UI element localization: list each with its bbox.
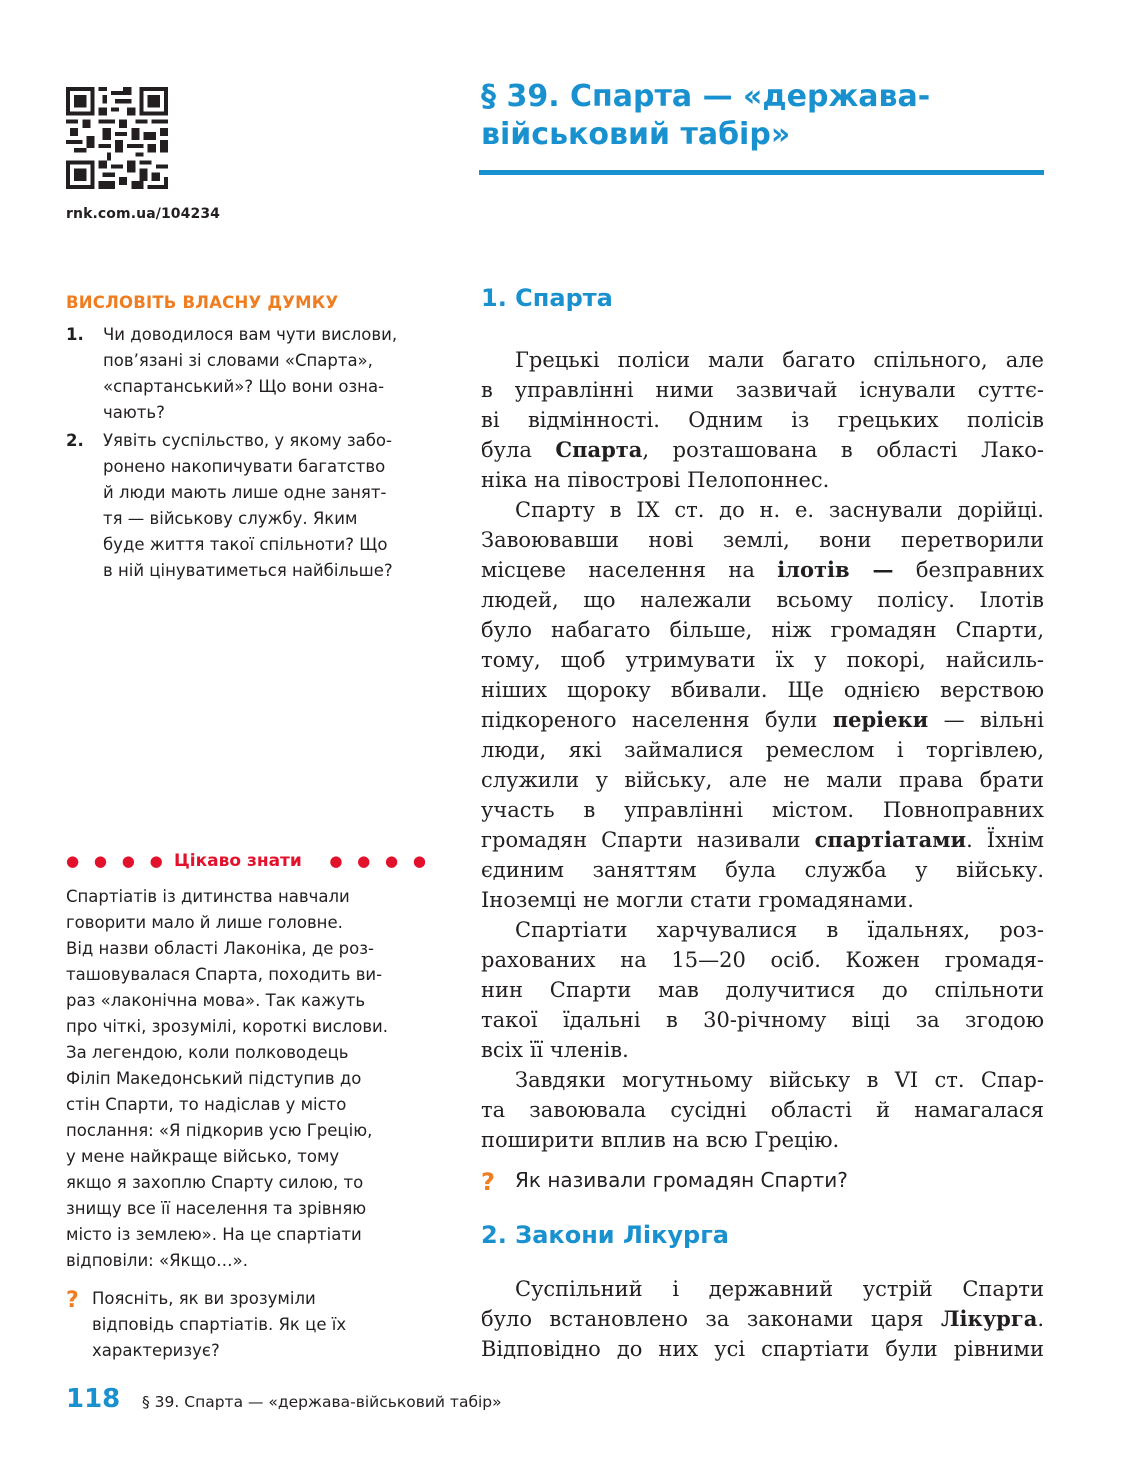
interesting-line: раз «лаконічна мова». Так кажуть <box>66 991 366 1010</box>
question-number: 1. <box>66 325 84 344</box>
text-line <box>481 435 1044 465</box>
interesting-body <box>66 884 431 1274</box>
section-1-heading: 1. Спарта <box>481 284 613 312</box>
section-2-text <box>481 1274 1044 1364</box>
question-line: й люди мають лише одне занят- <box>103 483 387 502</box>
text-line <box>481 705 1044 735</box>
text-line: Спартіати харчувалися в їдальнях, роз- <box>515 918 1044 942</box>
text-line: було набагато більше, ніж громадян Спарти, <box>481 618 1044 642</box>
text-line <box>481 555 1044 585</box>
text-run: . Їхнім <box>966 828 1044 852</box>
interesting-line: За легендою, коли полководець <box>66 1043 349 1062</box>
text-line: нин Спарти мав долучитися до спільноти <box>481 978 1044 1002</box>
interesting-line: відповіли: «Якщо…». <box>66 1251 248 1270</box>
title-underline <box>479 170 1044 175</box>
text-line: люди, які займалися ремеслом і торгівлею, <box>481 738 1044 762</box>
text-line: Суспільний і державний устрій Спарти <box>515 1277 1044 1301</box>
text-line: Відповідно до них усі спартіати були рівними <box>481 1337 1044 1361</box>
question-line: Чи доводилося вам чути вислови, <box>103 325 398 344</box>
text-line: ніка на півострові Пелопоннес. <box>481 468 830 492</box>
text-line: такої їдальні в 30-річному віці за згодою <box>481 1008 1044 1032</box>
interesting-line: стін Спарти, то надіслав у місто <box>66 1095 347 1114</box>
question-line: пов’язані зі словами «Спарта», <box>103 351 373 370</box>
text-line: Спарту в IX ст. до н. е. заснували дорійці. <box>515 498 1044 522</box>
interesting-line: у мене найкраще військо, тому <box>66 1147 340 1166</box>
interesting-line: Від назви області Лаконіка, де роз- <box>66 939 374 958</box>
interesting-title: Цікаво знати <box>174 851 302 871</box>
question-line: тя — військову службу. Яким <box>103 509 358 528</box>
title-line-1: § 39. Спарта — «держава- <box>481 79 931 114</box>
term-sparta: Спарта <box>555 437 643 462</box>
section-2-heading: 2. Закони Лікурга <box>481 1221 729 1249</box>
question-line: чають? <box>103 403 165 422</box>
text-line: рахованих на 15—20 осіб. Кожен громадя- <box>481 948 1044 972</box>
dots-right-icon: ● ● ● ● <box>329 852 431 870</box>
text-run: , розташована в області Лако- <box>642 438 1044 462</box>
text-run: — вільні <box>928 708 1044 732</box>
title-line-2: військовий табір» <box>481 117 791 152</box>
interesting-line: місто із землею». На це спартіати <box>66 1225 362 1244</box>
question-line: Уявіть суспільство, у якому забо- <box>103 431 392 450</box>
qr-code-icon <box>66 87 168 189</box>
term-helots: ілотів — <box>777 557 894 582</box>
question-line: в ній цінуватиметься найбільше? <box>103 561 393 580</box>
interesting-line: про чіткі, зрозумілі, короткі вислови. <box>66 1017 389 1036</box>
text-run: була <box>481 438 556 462</box>
interesting-line: Філіп Македонський підступив до <box>66 1069 362 1088</box>
text-run: . <box>1037 1307 1044 1331</box>
interesting-line: ташовувалася Спарта, походить ви- <box>66 965 383 984</box>
text-line: участь в управлінні містом. Повноправних <box>481 798 1044 822</box>
section-1-text <box>481 345 1044 1155</box>
text-line: та завоювала сусідні області й намагалася <box>481 1098 1044 1122</box>
text-line <box>481 825 1044 855</box>
text-line: Грецькі поліси мали багато спільного, але <box>515 348 1044 372</box>
term-spartiates: спартіатами <box>814 827 967 852</box>
text-line: ві відмінності. Одним із грецьких полісів <box>481 408 1044 432</box>
text-line: тому, щоб утримувати їх у покорі, найсиль- <box>481 648 1044 672</box>
text-run: було встановлено за законами царя <box>481 1307 941 1331</box>
term-lycurgus: Лікурга <box>940 1306 1038 1331</box>
text-line: всіх її членів. <box>481 1038 629 1062</box>
text-line: ніших щороку вбивали. Ще однією верствою <box>481 678 1044 702</box>
running-footer: § 39. Спарта — «держава-військовий табір» <box>142 1393 502 1411</box>
text-run: місцеве населення на <box>481 558 778 582</box>
question-number: 2. <box>66 431 84 450</box>
page-title <box>481 78 1081 154</box>
text-run: безправних <box>893 558 1044 582</box>
question-line: Поясніть, як ви зрозуміли <box>92 1289 316 1308</box>
question-line: буде життя такої спільноти? Що <box>103 535 388 554</box>
page-number: 118 <box>66 1384 121 1414</box>
question-mark-icon: ? <box>481 1168 495 1196</box>
interesting-line: Спартіатів із дитинства навчали <box>66 887 350 906</box>
text-line <box>481 1304 1044 1334</box>
text-line: Завоювавши нові землі, вони перетворили <box>481 528 1044 552</box>
interesting-header <box>66 847 431 875</box>
question-line: «спартанський»? Що вони озна- <box>103 377 385 396</box>
interesting-line: знищу все її населення та зрівняю <box>66 1199 367 1218</box>
dots-left-icon: ● ● ● ● <box>66 852 168 870</box>
section-1-question: Як називали громадян Спарти? <box>515 1168 848 1192</box>
text-line: поширити вплив на всю Грецію. <box>481 1128 840 1152</box>
text-line: людей, що належали всьому полісу. Ілотів <box>481 588 1044 612</box>
question-line: ронено накопичувати багатство <box>103 457 386 476</box>
text-run: громадян Спарти називали <box>481 828 815 852</box>
text-line: єдиним заняттям була служба у війську. <box>481 858 1044 882</box>
term-perioikoi: періеки <box>832 707 929 732</box>
text-line: в управлінні ними зазвичай існували суттє- <box>481 378 1044 402</box>
text-line: Завдяки могутньому війську в VI ст. Спар- <box>515 1068 1044 1092</box>
text-line: служили у війську, але не мали права брати <box>481 768 1044 792</box>
question-mark-icon: ? <box>66 1288 79 1313</box>
qr-url[interactable]: rnk.com.ua/104234 <box>66 206 220 222</box>
question-line: відповідь спартіатів. Як це їх <box>92 1315 347 1334</box>
question-line: характеризує? <box>92 1341 220 1360</box>
interesting-line: послання: «Я підкорив усю Грецію, <box>66 1121 373 1140</box>
interesting-line: говорити мало й лише головне. <box>66 913 343 932</box>
opinion-heading: ВИСЛОВІТЬ ВЛАСНУ ДУМКУ <box>66 293 339 312</box>
interesting-line: якщо я захоплю Спарту силою, то <box>66 1173 364 1192</box>
interesting-question <box>92 1286 432 1364</box>
text-run: підкореного населення були <box>481 708 833 732</box>
text-line: Іноземці не могли стати громадянами. <box>481 888 914 912</box>
